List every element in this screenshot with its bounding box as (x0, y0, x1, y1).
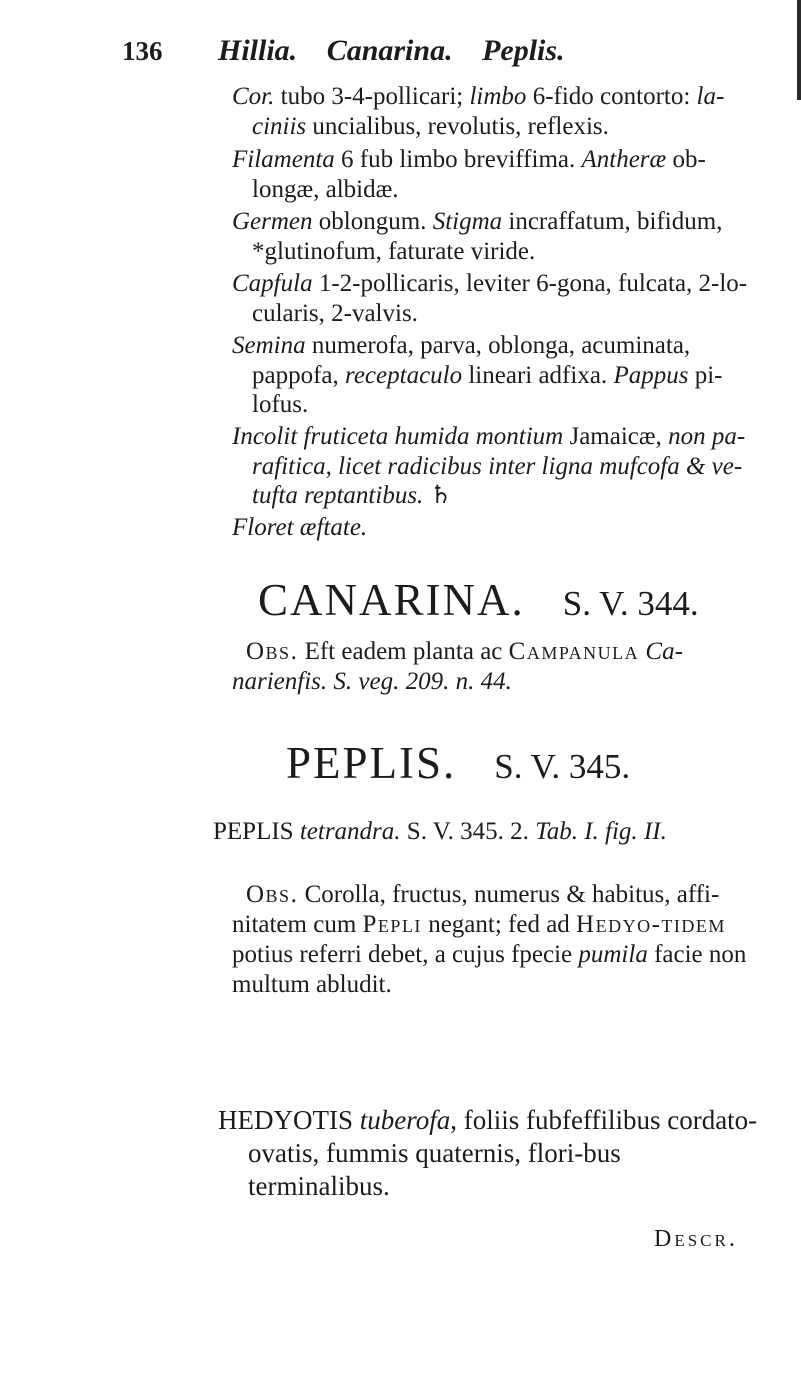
description-filamenta: Filamenta 6 fub limbo breviffima. Antheræ ob-longæ, albidæ. (232, 146, 706, 203)
description-germen: Germen oblongum. Stigma incraffatum, bifidum, *glutinofum, faturate viride. (232, 208, 723, 265)
description-capsula: Capfula 1-2-pollicaris, leviter 6-gona, fulcata, 2-lo-cularis, 2-valvis. (232, 270, 748, 327)
running-head-genus-1: Hillia. (218, 34, 298, 67)
genus-title: CANARINA. (258, 575, 525, 625)
running-head-genus-3: Peplis. (482, 34, 565, 67)
genus-heading-canarina (258, 574, 758, 626)
canarina-observation: Obs. Eft eadem planta ac Campanula Ca-narienfis. S. veg. 209. n. 44. (232, 638, 683, 695)
genus-reference: S. V. 345. (494, 747, 631, 786)
description-corolla: Cor. tubo 3-4-pollicari; limbo 6-fido contorto: la-ciniis uncialibus, revolutis, reflexis. (232, 83, 725, 140)
hedyotis-species-entry: HEDYOTIS tuberofa, foliis fubfeffilibus cordato-ovatis, fummis quaternis, flori-bus terminalibus. (218, 1105, 758, 1201)
description-habitat: Incolit fruticeta humida montium Jamaicæ, non pa-rafitica, licet radicibus inter ligna mufcofa & ve-tufta reptantibus. ♄ (232, 423, 746, 510)
running-head-genus-2: Canarina. (326, 34, 453, 67)
page-number: 136 (122, 36, 163, 66)
description-semina: Semina numerofa, parva, oblonga, acuminata, pappofa, receptaculo lineari adfixa. Pappus pi-lofus. (232, 332, 723, 419)
description-floret: Floret æftate. (232, 514, 368, 541)
genus-reference: S. V. 344. (562, 584, 699, 623)
peplis-observation: Obs. Corolla, fructus, numerus & habitus, affi-nitatem cum Pepli negant; fed ad Hedyo-tidem potius referri debet, a cujus fpecie pumila facie non multum abludit. (232, 881, 747, 998)
genus-title: PEPLIS. (286, 738, 457, 788)
running-head (122, 34, 722, 68)
peplis-species-entry: PEPLIS tetrandra. S. V. 345. 2. Tab. I. fig. II. (213, 818, 667, 845)
page-edge-shadow (797, 0, 801, 100)
genus-heading-peplis (286, 737, 786, 789)
catchword: Descr. (654, 1226, 738, 1252)
